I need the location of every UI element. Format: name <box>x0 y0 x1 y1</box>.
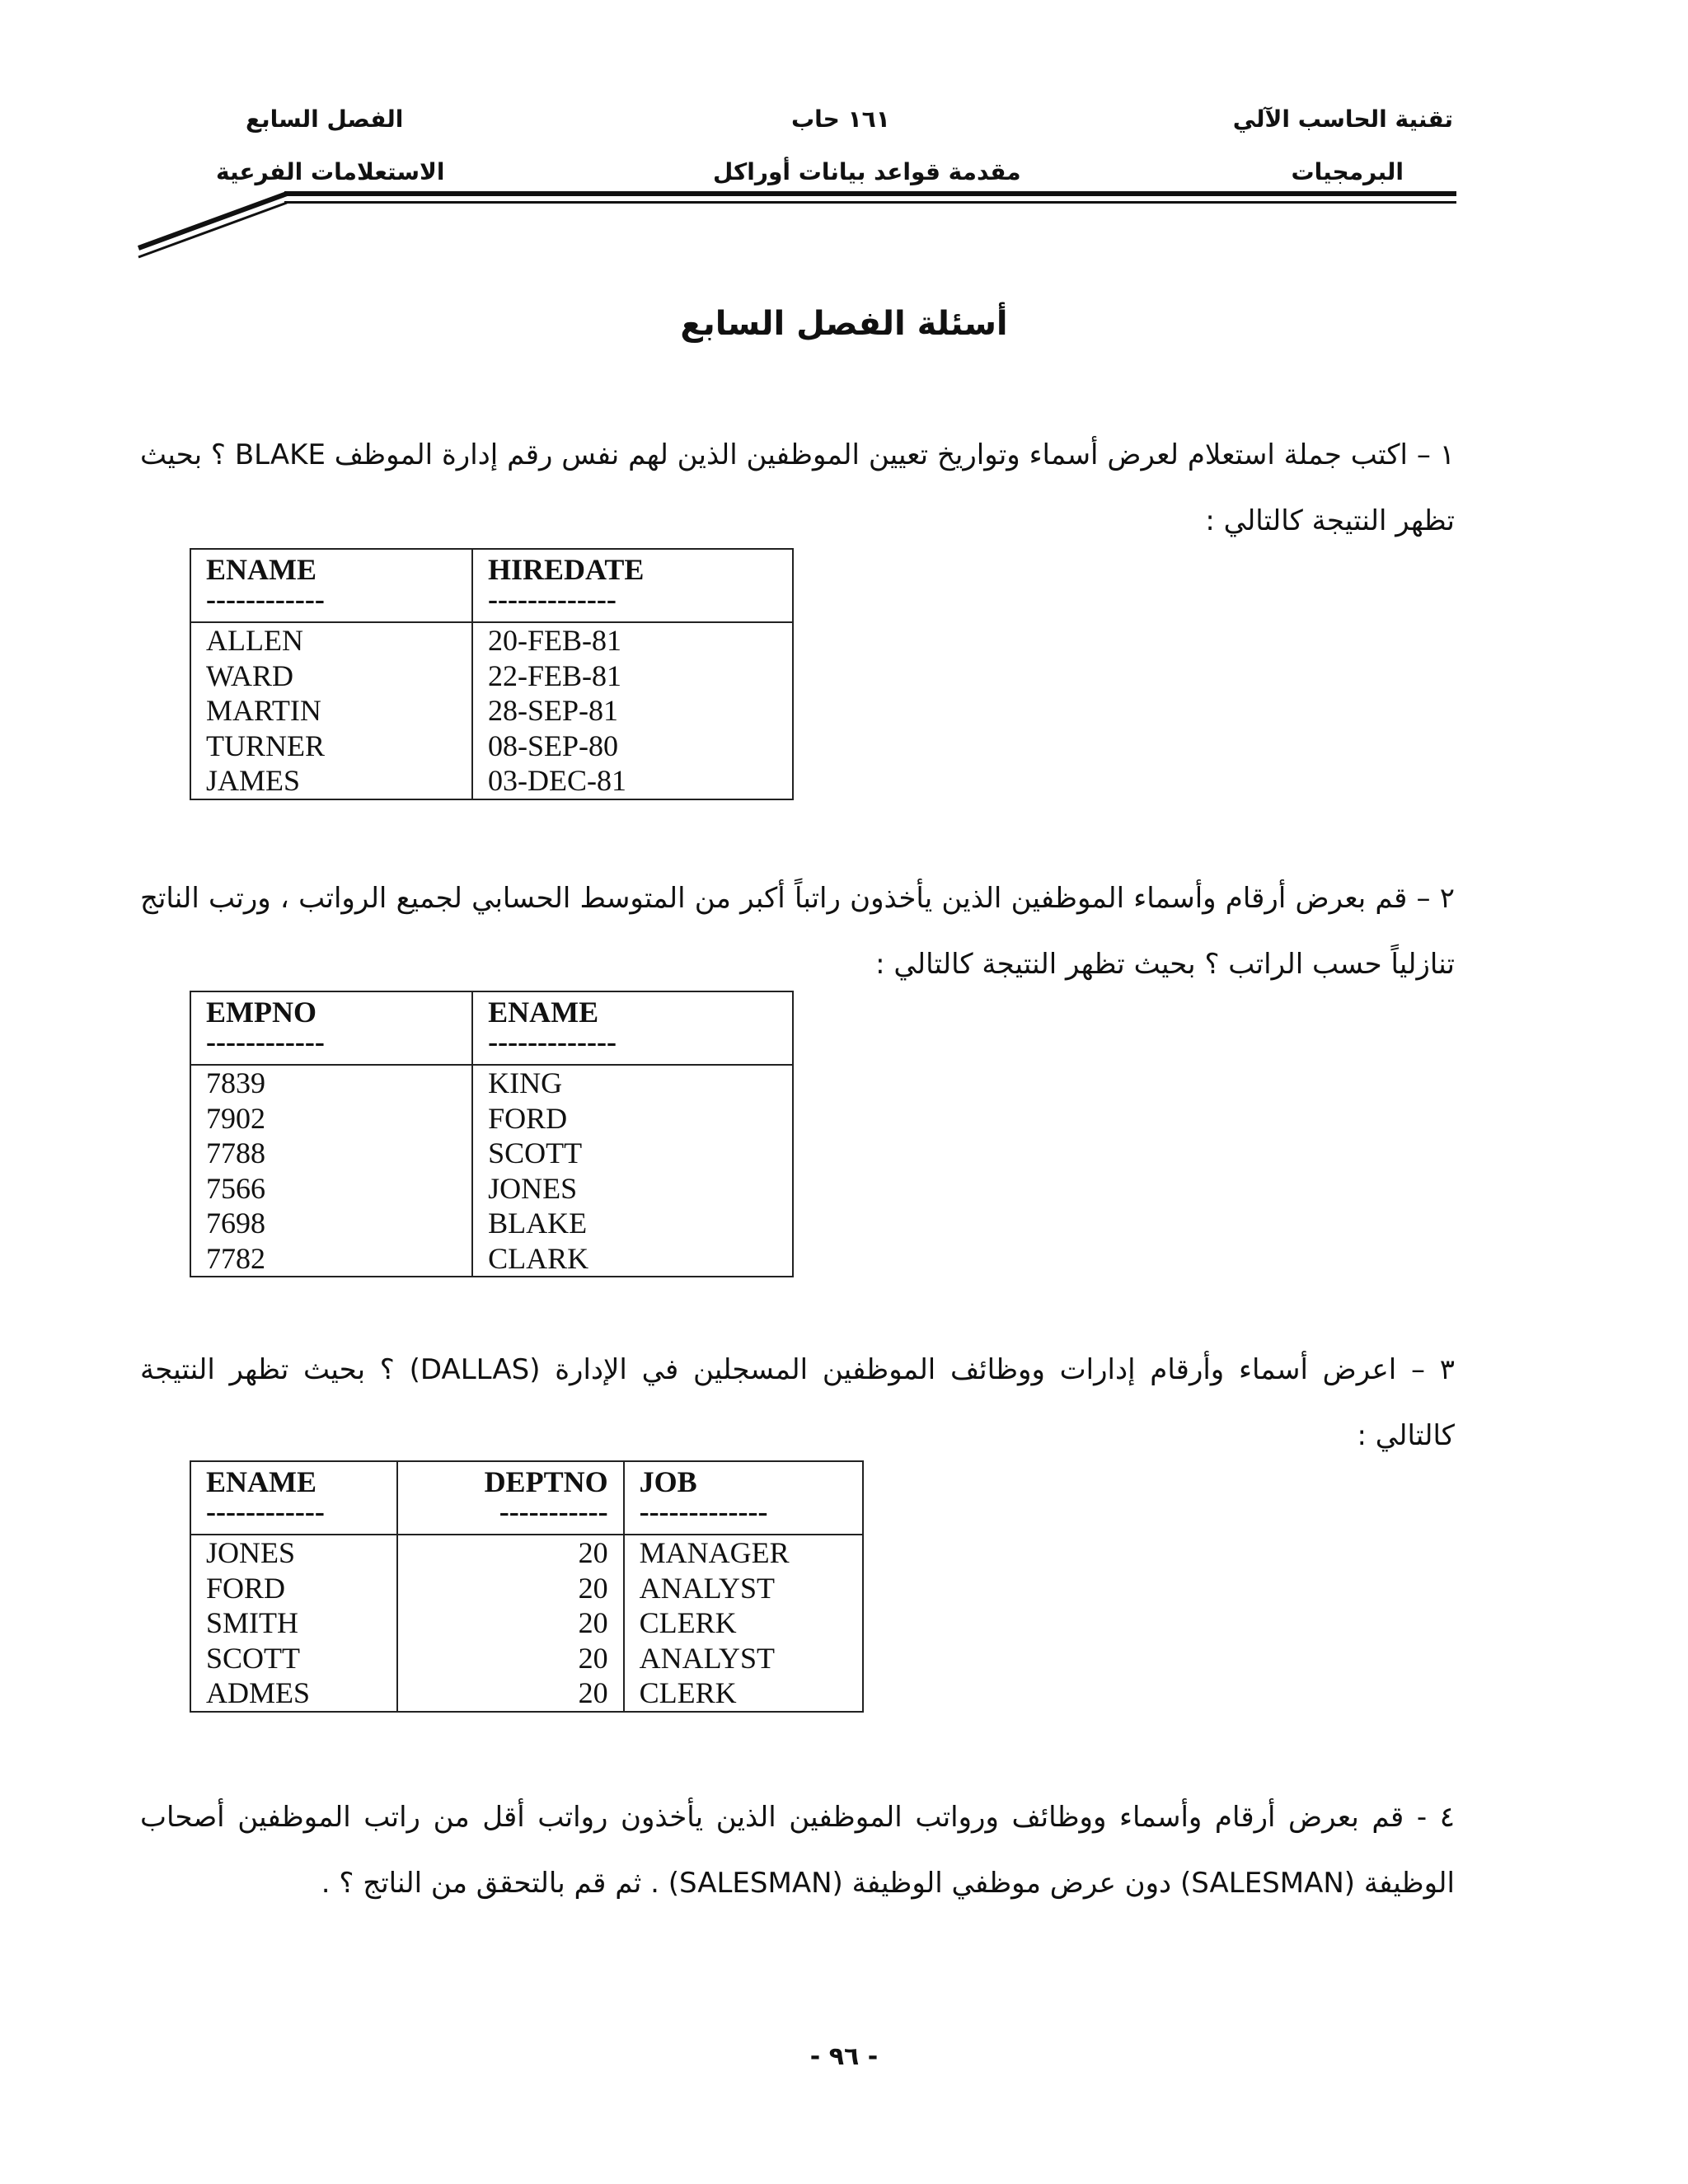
header-slant-decoration <box>132 185 297 268</box>
table-cell: 7839 <box>190 1065 472 1101</box>
header-bottom-left: الاستعلامات الفرعية <box>216 158 445 185</box>
header-rule-thin <box>284 201 1456 204</box>
dash-separator: ------------- <box>472 1030 793 1065</box>
table-dash-row <box>190 1500 863 1535</box>
table-row <box>190 1101 793 1137</box>
column-header: EMPNO <box>190 991 472 1030</box>
table-cell: FORD <box>472 1101 793 1137</box>
table-row <box>190 1206 793 1241</box>
table-row <box>190 1065 793 1101</box>
question-2: ٢ – قم بعرض أرقام وأسماء الموظفين الذين يأخذون راتباً أكبر من المتوسط الحسابي لجميع الرواتب ، ورتب الناتج تنازلياً حسب الراتب ؟ بحيث تظهر النتيجة كالتالي : <box>140 882 1455 981</box>
table-cell: ADMES <box>190 1675 397 1712</box>
table-cell: 7566 <box>190 1171 472 1207</box>
table-cell: ALLEN <box>190 622 472 658</box>
question-4: ٤ - قم بعرض أرقام وأسماء ووظائف ورواتب الموظفين الذين يأخذون رواتب أقل من راتب الموظفين أصحاب الوظيفة (SALESMAN) دون عرض موظفي الوظيفة (SALESMAN) . ثم قم بالتحقق من الناتج ؟ . <box>140 1801 1455 1900</box>
dash-separator: ----------- <box>397 1500 623 1535</box>
dash-separator: ------------ <box>190 1500 397 1535</box>
table-cell: 7698 <box>190 1206 472 1241</box>
table-cell: 08-SEP-80 <box>472 729 793 764</box>
question-1: ١ – اكتب جملة استعلام لعرض أسماء وتواريخ تعيين الموظفين الذين لهم نفس رقم إدارة الموظف BLAKE ؟ بحيث تظهر النتيجة كالتالي : <box>140 438 1455 537</box>
table-row <box>190 1171 793 1207</box>
table-cell: CLARK <box>472 1241 793 1277</box>
table-dash-row <box>190 588 793 622</box>
table-cell: 03-DEC-81 <box>472 763 793 799</box>
table-cell: ANALYST <box>624 1571 863 1606</box>
table-row <box>190 1641 863 1676</box>
table-row <box>190 1136 793 1171</box>
table-cell: BLAKE <box>472 1206 793 1241</box>
table-row <box>190 729 793 764</box>
page-title: أسئلة الفصل السابع <box>680 305 1008 343</box>
table-cell: MANAGER <box>624 1535 863 1571</box>
table-cell: 20 <box>397 1535 623 1571</box>
header-rule-thick <box>284 191 1456 196</box>
table-cell: SCOTT <box>190 1641 397 1676</box>
table-row <box>190 658 793 694</box>
table-cell: 20 <box>397 1675 623 1712</box>
dash-separator: ------------ <box>190 1030 472 1065</box>
column-header: ENAME <box>472 991 793 1030</box>
dash-separator: ------------- <box>472 588 793 622</box>
table-cell: 20-FEB-81 <box>472 622 793 658</box>
result-table-3 <box>190 1460 864 1713</box>
table-cell: 7788 <box>190 1136 472 1171</box>
column-header: DEPTNO <box>397 1461 623 1500</box>
table-cell: CLERK <box>624 1605 863 1641</box>
table-cell: 28-SEP-81 <box>472 693 793 729</box>
question-3: ٣ – اعرض أسماء وأرقام إدارات ووظائف الموظفين المسجلين في الإدارة (DALLAS) ؟ بحيث تظهر النتيجة كالتالي : <box>140 1353 1455 1452</box>
header-top-right: تقنية الحاسب الآلي <box>1232 105 1453 133</box>
table-cell: WARD <box>190 658 472 694</box>
table-cell: JAMES <box>190 763 472 799</box>
table-row <box>190 1605 863 1641</box>
table-cell: SCOTT <box>472 1136 793 1171</box>
header-top-left: الفصل السابع <box>246 105 404 133</box>
table-header-row <box>190 991 793 1030</box>
dash-separator: ------------ <box>190 588 472 622</box>
table-dash-row <box>190 1030 793 1065</box>
table-row <box>190 1571 863 1606</box>
table-cell: 22-FEB-81 <box>472 658 793 694</box>
table-header-row <box>190 1461 863 1500</box>
column-header: ENAME <box>190 1461 397 1500</box>
column-header: ENAME <box>190 549 472 588</box>
header-top-center: ١٦١ حاب <box>791 105 890 133</box>
table-header-row <box>190 549 793 588</box>
table-cell: 20 <box>397 1641 623 1676</box>
table-cell: TURNER <box>190 729 472 764</box>
result-table-1 <box>190 548 794 800</box>
table-row <box>190 1535 863 1571</box>
table-cell: 20 <box>397 1605 623 1641</box>
table-cell: KING <box>472 1065 793 1101</box>
table-row <box>190 1241 793 1277</box>
table-cell: CLERK <box>624 1675 863 1712</box>
table-cell: JONES <box>472 1171 793 1207</box>
table-cell: ANALYST <box>624 1641 863 1676</box>
table-cell: 7782 <box>190 1241 472 1277</box>
table-cell: 7902 <box>190 1101 472 1137</box>
table-cell: 20 <box>397 1571 623 1606</box>
table-cell: JONES <box>190 1535 397 1571</box>
result-table-2 <box>190 991 794 1277</box>
page-number: - ٩٦ - <box>809 2042 879 2071</box>
table-cell: FORD <box>190 1571 397 1606</box>
column-header: JOB <box>624 1461 863 1500</box>
column-header: HIREDATE <box>472 549 793 588</box>
table-row <box>190 1675 863 1712</box>
table-row <box>190 622 793 658</box>
dash-separator: ------------- <box>624 1500 863 1535</box>
table-row <box>190 693 793 729</box>
table-cell: MARTIN <box>190 693 472 729</box>
table-row <box>190 763 793 799</box>
header-bottom-right: البرمجيات <box>1291 158 1404 185</box>
header-bottom-center: مقدمة قواعد بيانات أوراكل <box>713 158 1021 185</box>
table-cell: SMITH <box>190 1605 397 1641</box>
